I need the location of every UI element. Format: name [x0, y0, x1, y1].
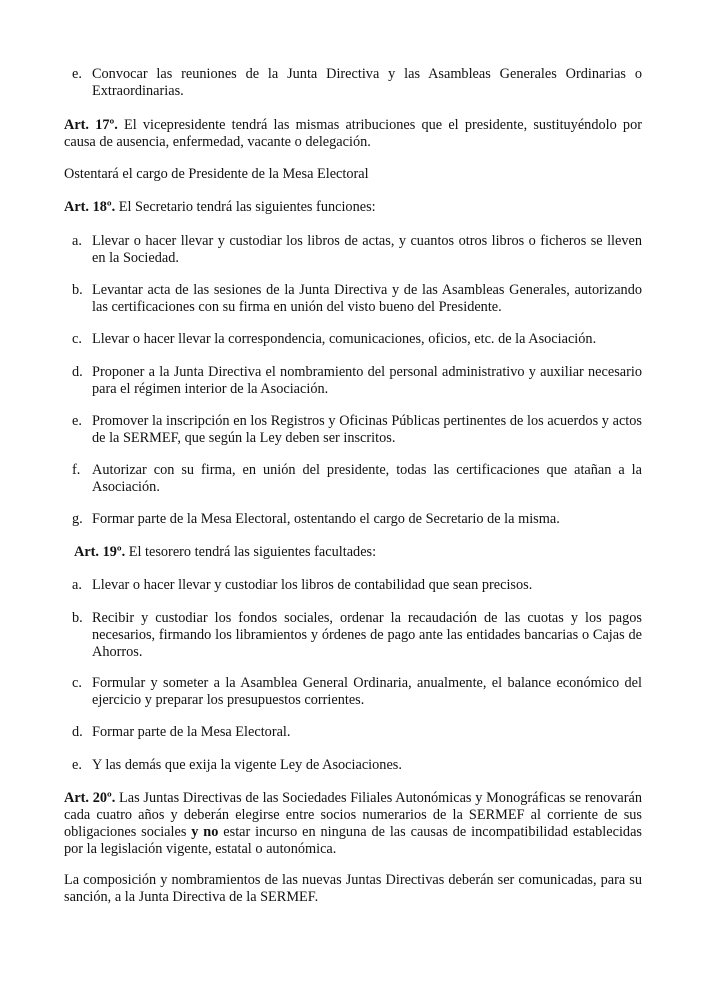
list-item-text: Llevar o hacer llevar y custodiar los libros de contabilidad que sean precisos.: [92, 577, 533, 593]
list-item-label: a.: [72, 577, 82, 593]
list-item-text: Formar parte de la Mesa Electoral, ostentando el cargo de Secretario de la misma.: [92, 511, 560, 527]
final-paragraph: La composición y nombramientos de las nuevas Juntas Directivas deberán ser comunicadas, para su sanción, a la Junta Directiva de la SERMEF.: [64, 872, 642, 905]
article-19: [74, 544, 642, 561]
article-20-bold-mid: y no: [191, 824, 219, 840]
list-item: [64, 331, 642, 348]
list-item: [64, 724, 642, 741]
article-18-text: El Secretario tendrá las siguientes funciones:: [115, 199, 376, 215]
article-20-text-2: estar incurso en ninguna de las causas de incompatibilidad establecidas por la legislación vigente, estatal o autonómica.: [64, 824, 642, 857]
list-item: [64, 675, 642, 709]
article-19-text: El tesorero tendrá las siguientes facultades:: [125, 544, 377, 560]
list-item: [64, 511, 642, 528]
article-17-text: El vicepresidente tendrá las mismas atribuciones que el presidente, sustituyéndolo por causa de ausencia, enfermedad, vacante o delegación.: [64, 117, 642, 150]
list-item-text: Formular y someter a la Asamblea General Ordinaria, anualmente, el balance económico del ejercicio y preparar los presupuestos corrientes.: [92, 675, 642, 708]
list-item-text: Llevar o hacer llevar y custodiar los libros de actas, y cuantos otros libros o ficheros se lleven en la Sociedad.: [92, 233, 642, 266]
list-item-label: g.: [72, 511, 83, 527]
list-item-label: b.: [72, 282, 83, 298]
list-item-label: d.: [72, 364, 83, 380]
list-item-label: a.: [72, 233, 82, 249]
list-item-text: Llevar o hacer llevar la correspondencia, comunicaciones, oficios, etc. de la Asociación.: [92, 331, 597, 347]
list-item-label: c.: [72, 675, 82, 691]
article-17-heading: Art. 17º.: [64, 117, 118, 133]
article-19-heading: Art. 19º.: [74, 544, 126, 560]
list-item-text: Proponer a la Junta Directiva el nombramiento del personal administrativo y auxiliar necesario para el régimen interior de la Asociación.: [92, 364, 642, 397]
article-17: [64, 117, 642, 151]
list-item-text: Promover la inscripción en los Registros y Oficinas Públicas pertinentes de los acuerdos y actos de la SERMEF, que según la Ley deben ser inscritos.: [92, 413, 642, 446]
list-item: [64, 577, 642, 594]
article-20-text-1: Las Juntas Directivas de las Sociedades Filiales Autonómicas y Monográficas se renovarán cada cuatro años y deberán elegirse entre socios numerarios de la SERMEF al corriente de sus obligaciones sociales: [64, 790, 643, 840]
list-item-text: Recibir y custodiar los fondos sociales, ordenar la recaudación de las cuotas y los pagos necesarios, firmando los libramientos y órdenes de pago ante las entidades bancarias o Cajas de Ahorros.: [92, 610, 642, 660]
list-item: [64, 757, 642, 774]
list-item-label: f.: [72, 462, 81, 478]
list-item: [64, 364, 642, 398]
list-item-text: Autorizar con su firma, en unión del presidente, todas las certificaciones que atañan a la Asociación.: [92, 462, 642, 495]
list-item: [64, 413, 642, 447]
president-electoral-paragraph: Ostentará el cargo de Presidente de la Mesa Electoral: [64, 166, 369, 182]
list-item-label: b.: [72, 610, 83, 626]
list-item-text: Levantar acta de las sesiones de la Junta Directiva y de las Asambleas Generales, autorizando las certificaciones con su firma en unión del visto bueno del Presidente.: [92, 282, 642, 315]
list-item-label: e.: [72, 757, 82, 773]
list-item: [64, 462, 642, 496]
list-item-text: Formar parte de la Mesa Electoral.: [92, 724, 291, 740]
list-item: [64, 233, 642, 267]
list-item-label: e.: [72, 66, 82, 82]
list-item-text: Y las demás que exija la vigente Ley de Asociaciones.: [92, 757, 402, 773]
list-item-label: e.: [72, 413, 82, 429]
article-18: [64, 199, 642, 216]
list-item-label: d.: [72, 724, 83, 740]
article-20-heading: Art. 20º.: [64, 790, 116, 806]
list-item: [64, 282, 642, 316]
list-item: [64, 610, 642, 661]
article-18-heading: Art. 18º.: [64, 199, 116, 215]
article-20: [64, 790, 642, 858]
list-item-text: Convocar las reuniones de la Junta Directiva y las Asambleas Generales Ordinarias o Extraordinarias.: [92, 66, 642, 99]
list-item-label: c.: [72, 331, 82, 347]
list-item: [64, 66, 642, 100]
